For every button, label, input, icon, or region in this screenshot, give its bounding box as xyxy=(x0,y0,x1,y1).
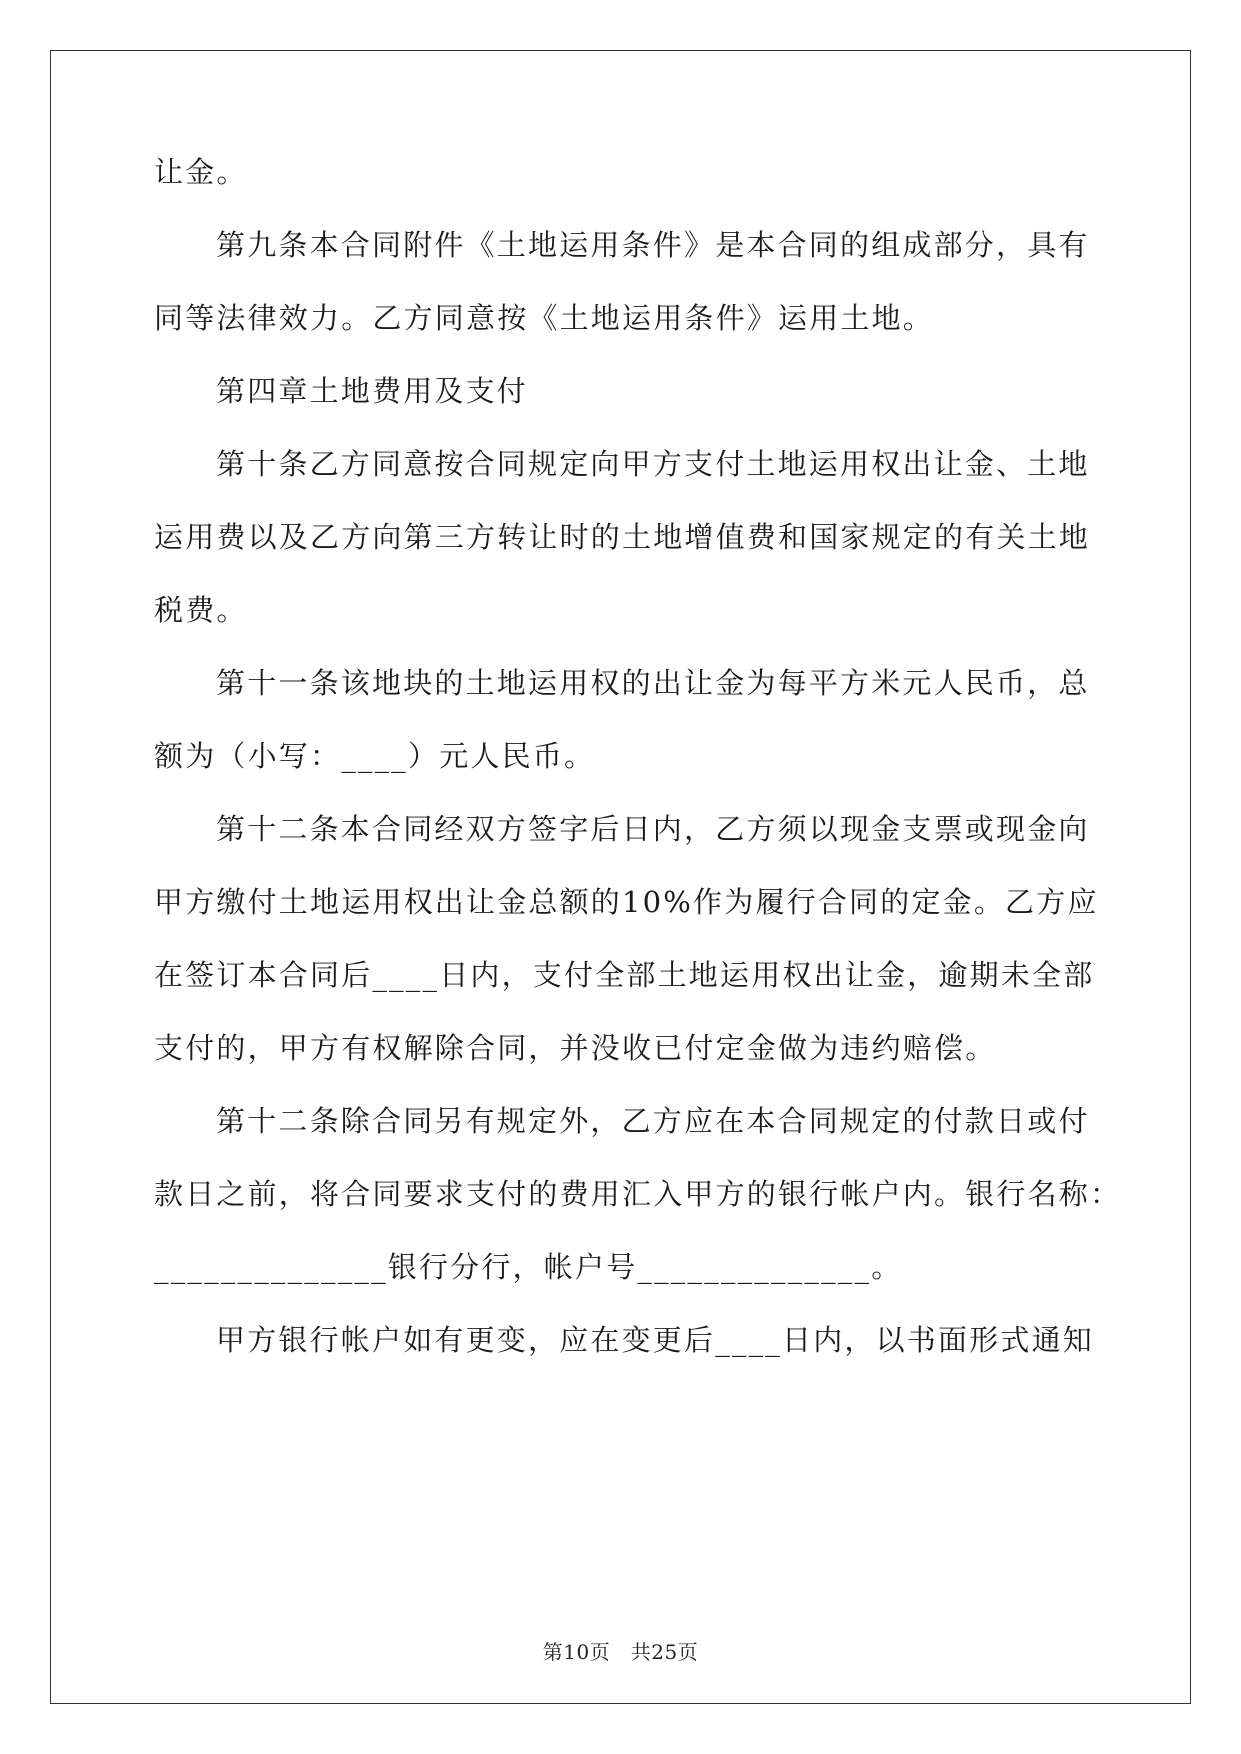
text-line: 甲方缴付土地运用权出让金总额的10%作为履行合同的定金。乙方应 xyxy=(154,885,1099,919)
text-line: 支付的，甲方有权解除合同，并没收已付定金做为违约赔偿。 xyxy=(154,1031,997,1065)
text-line: 第十二条除合同另有规定外，乙方应在本合同规定的付款日或付 xyxy=(216,1104,1090,1138)
text-line: ______________银行分行，帐户号______________。 xyxy=(154,1250,903,1284)
text-line: 第十二条本合同经双方签字后日内，乙方须以现金支票或现金向 xyxy=(216,812,1090,846)
text-line: 第十一条该地块的土地运用权的出让金为每平方米元人民币，总 xyxy=(216,666,1090,700)
text-line: 在签订本合同后____日内，支付全部土地运用权出让金，逾期未全部 xyxy=(154,958,1095,992)
text-line: 运用费以及乙方向第三方转让时的土地增值费和国家规定的有关土地 xyxy=(154,520,1091,554)
text-line: 税费。 xyxy=(154,593,248,627)
text-line: 同等法律效力。乙方同意按《土地运用条件》运用土地。 xyxy=(154,301,935,335)
text-line: 第九条本合同附件《土地运用条件》是本合同的组成部分，具有 xyxy=(216,228,1090,262)
chapter-heading: 第四章土地费用及支付 xyxy=(216,374,529,408)
text-line: 让金。 xyxy=(154,155,248,189)
page-number: 第10页 共25页 xyxy=(542,1640,699,1664)
text-line: 甲方银行帐户如有更变，应在变更后____日内，以书面形式通知 xyxy=(216,1323,1095,1357)
text-line: 款日之前，将合同要求支付的费用汇入甲方的银行帐户内。银行名称： xyxy=(154,1177,1122,1211)
text-line: 额为（小写：____）元人民币。 xyxy=(154,739,596,773)
text-line: 第十条乙方同意按合同规定向甲方支付土地运用权出让金、土地 xyxy=(216,447,1090,481)
